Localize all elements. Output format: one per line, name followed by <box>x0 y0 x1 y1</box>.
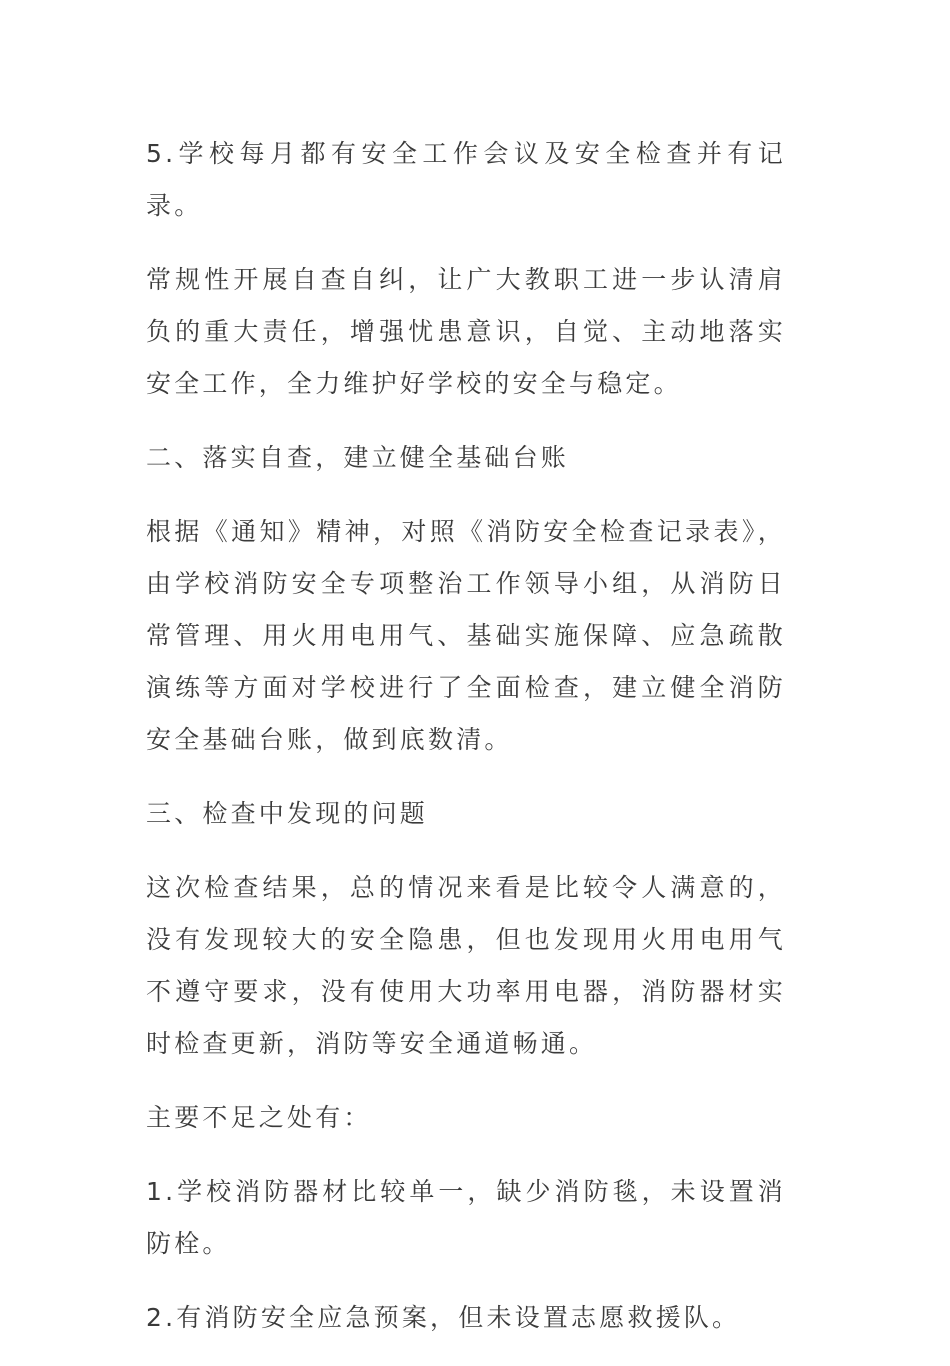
list-item-shortcoming-1: 1.学校消防器材比较单一，缺少消防毯，未设置消防栓。 <box>146 1177 786 1258</box>
list-item-shortcoming-2: 2.有消防安全应急预案，但未设置志愿救援队。 <box>146 1303 741 1332</box>
document-body <box>146 128 786 1366</box>
paragraph-inspection-scope: 根据《通知》精神，对照《消防安全检查记录表》，由学校消防安全专项整治工作领导小组，从消防日常管理、用火用电用气、基础实施保障、应急疏散演练等方面对学校进行了全面检查，建立健全消防安全基础台账，做到底数清。 <box>146 517 786 754</box>
paragraph-inspection-results: 这次检查结果，总的情况来看是比较令人满意的，没有发现较大的安全隐患，但也发现用火用电用气不遵守要求，没有使用大功率用电器，消防器材实时检查更新，消防等安全通道畅通。 <box>146 873 786 1058</box>
paragraph-shortcomings-intro: 主要不足之处有： <box>146 1103 372 1132</box>
section-heading-3: 三、检查中发现的问题 <box>146 799 429 828</box>
section-heading-2: 二、落实自查，建立健全基础台账 <box>146 443 570 472</box>
paragraph-item-5: 5.学校每月都有安全工作会议及安全检查并有记录。 <box>146 139 786 220</box>
paragraph-self-inspection: 常规性开展自查自纠，让广大教职工进一步认清肩负的重大责任，增强忧患意识，自觉、主动地落实安全工作，全力维护好学校的安全与稳定。 <box>146 265 786 398</box>
